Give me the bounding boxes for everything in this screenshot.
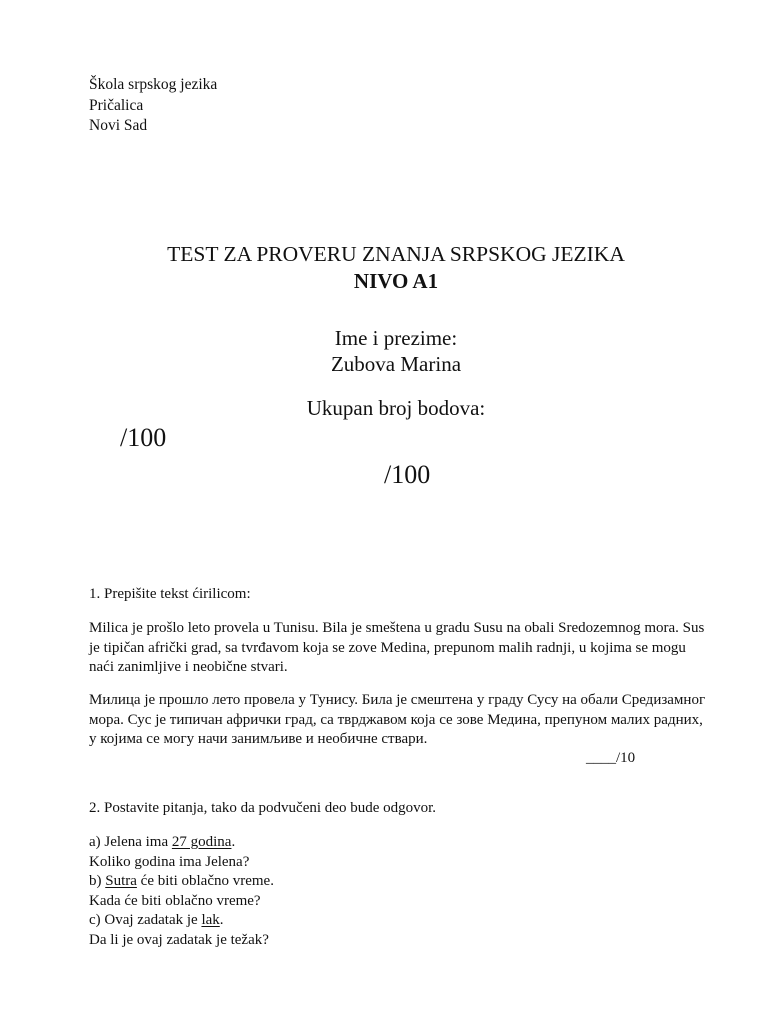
score-max-center: /100: [384, 460, 431, 489]
item-a-underlined: 27 godina: [171, 834, 232, 850]
task1-heading: 1. Prepišite tekst ćirilicom:: [89, 586, 251, 602]
task2-heading: 2. Postavite pitanja, tako da podvučeni deo bude odgovor.: [89, 800, 437, 816]
item-c-underlined: lak: [201, 912, 220, 928]
task2-item-b: [89, 872, 714, 892]
task1-cyrillic-text: Милица је прошло лето провела у Тунису. Била је смештена у граду Сусу на обали Средизамног мора. Сус је типичан афрички град, са тврджавом која се зове Медина, препуном малих радних, у којима се могу начи занимљиве и необичне ствари.: [89, 692, 706, 747]
item-c-suffix: .: [219, 912, 224, 928]
item-a-prefix: a) Jelena ima: [89, 834, 172, 850]
task1-points: ____/10: [586, 750, 636, 766]
task2-answer-a: Koliko godina ima Jelena?: [89, 853, 250, 870]
item-b-prefix: b): [89, 873, 106, 889]
task2-item-a: [89, 833, 714, 853]
score-max-left: /100: [120, 423, 167, 452]
task2-items: [89, 833, 714, 950]
school-name: Škola srpskog jezika: [89, 76, 218, 93]
school-brand: Pričalica: [89, 96, 144, 114]
name-label: Ime i prezime:: [334, 326, 458, 350]
item-b-underlined: Sutra: [105, 873, 137, 889]
test-title: TEST ZA PROVERU ZNANJA SRPSKOG JEZIKA: [167, 242, 625, 266]
task1-latin-text: Milica je prošlo leto provela u Tunisu. Bila je smeštena u gradu Susu na obali Sredozemnog mora. Sus je tipičan afrički grad, sa tvrđavom koja se zove Medina, prepunom malih radnji, u kojima se mogu naći zanimljive i neobične stvari.: [89, 620, 705, 675]
task2-answer-c: Da li je ovaj zadatak je težak?: [89, 931, 269, 948]
name-value: Zubova Marina: [330, 352, 462, 376]
task2-answer-b: Kada će biti oblačno vreme?: [89, 892, 261, 909]
school-header: [89, 75, 217, 137]
school-city: Novi Sad: [89, 117, 148, 134]
task2-item-c: [89, 911, 714, 931]
item-a-suffix: .: [231, 834, 236, 850]
test-level: NIVO A1: [353, 269, 439, 293]
total-points-label: Ukupan broj bodova:: [306, 396, 486, 420]
item-c-prefix: c) Ovaj zadatak je: [89, 912, 202, 928]
item-b-suffix: će biti oblačno vreme.: [136, 873, 274, 889]
